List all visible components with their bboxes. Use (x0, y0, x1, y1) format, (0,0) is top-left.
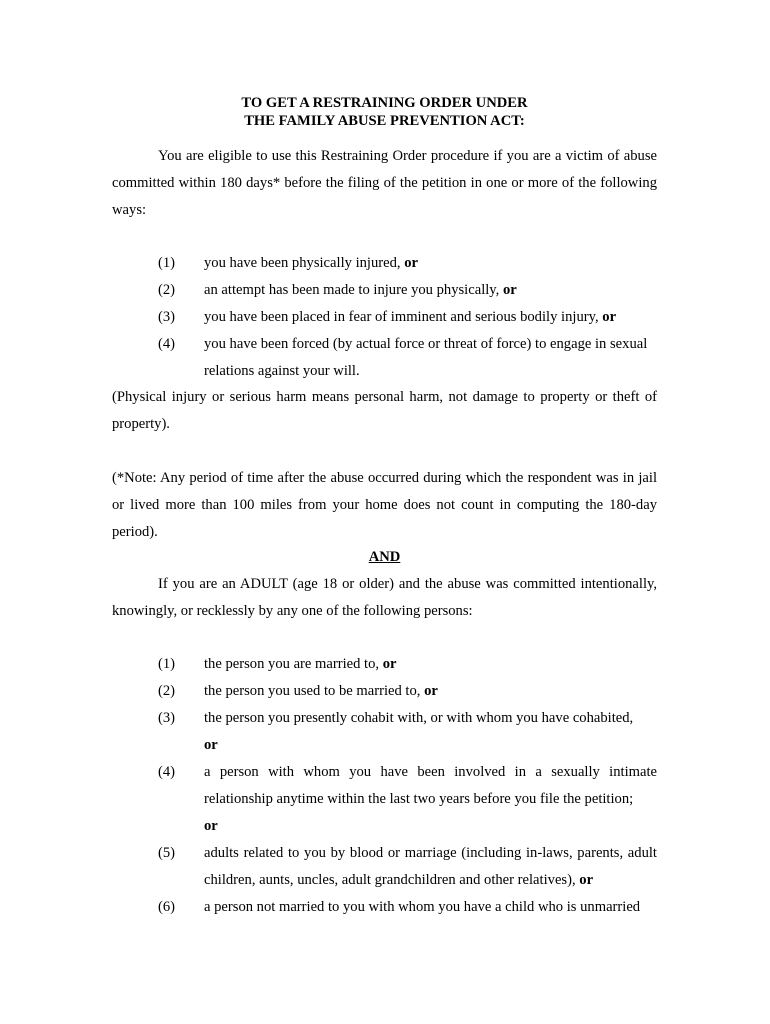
list-item-number: (3) (158, 710, 176, 726)
list-item-conjunction: or (204, 737, 218, 753)
person-list-item (0, 678, 770, 705)
list-item-number: (2) (158, 282, 176, 298)
list-item-conjunction: or (424, 683, 438, 699)
list-item-text: the person you presently cohabit with, or with whom you have cohabited, (204, 710, 634, 726)
document-title-line-1: TO GET A RESTRAINING ORDER UNDER (241, 95, 528, 111)
list-item-number: (1) (158, 656, 176, 672)
list-item-number: (6) (158, 899, 176, 915)
adult-intro-paragraph: If you are an ADULT (age 18 or older) and the abuse was committed intentionally, knowingly, or recklessly by any one of the following persons: (112, 576, 657, 619)
list-item-text: an attempt has been made to injure you physically, (204, 282, 500, 298)
list-item-conjunction: or (602, 309, 617, 325)
list-item-number: (1) (158, 255, 176, 271)
list-item-number: (5) (158, 845, 176, 861)
list-item-number: (4) (158, 764, 176, 780)
list-item-text: you have been placed in fear of imminent and serious bodily injury, (204, 309, 599, 325)
person-list-item (0, 759, 770, 840)
list-item-number: (2) (158, 683, 176, 699)
document-title-line-2: THE FAMILY ABUSE PREVENTION ACT: (244, 113, 525, 129)
list-item-text: the person you used to be married to, (204, 683, 421, 699)
person-list-item (0, 894, 770, 921)
list-item-conjunction: or (404, 255, 418, 271)
list-item-text: you have been forced (by actual force or threat of force) to engage in sexual relations against your will. (204, 336, 648, 379)
person-list-item (0, 840, 770, 894)
list-item-text: the person you are married to, (204, 656, 380, 672)
abuse-list-item (0, 304, 770, 331)
list-item-text: adults related to you by blood or marriage (including in-laws, parents, adult children, aunts, uncles, adult grandchildren and other relatives), (204, 845, 657, 888)
time-period-note: (*Note: Any period of time after the abuse occurred during which the respondent was in jail or lived more than 100 miles from your home does not count in computing the 180-day period). (112, 470, 657, 540)
person-list-item (0, 651, 770, 678)
person-list-item (0, 705, 770, 759)
abuse-list-item (0, 277, 770, 304)
and-heading: AND (368, 549, 401, 565)
list-item-conjunction: or (382, 656, 397, 672)
intro-paragraph: You are eligible to use this Restraining Order procedure if you are a victim of abuse committed within 180 days* before the filing of the petition in one or more of the following ways: (112, 148, 657, 218)
list-item-conjunction: or (502, 282, 517, 298)
physical-injury-note: (Physical injury or serious harm means personal harm, not damage to property or theft of property). (112, 389, 657, 432)
list-item-conjunction: or (204, 818, 218, 834)
abuse-list-item (0, 331, 770, 379)
list-item-number: (3) (158, 309, 176, 325)
list-item-text: a person not married to you with whom you have a child who is unmarried (204, 899, 641, 915)
list-item-text: a person with whom you have been involved in a sexually intimate relationship anytime within the last two years before you file the petition; (204, 764, 657, 807)
abuse-list-item (0, 250, 770, 277)
list-item-text: you have been physically injured, (204, 255, 401, 271)
list-item-conjunction: or (579, 872, 594, 888)
list-item-number: (4) (158, 336, 176, 352)
